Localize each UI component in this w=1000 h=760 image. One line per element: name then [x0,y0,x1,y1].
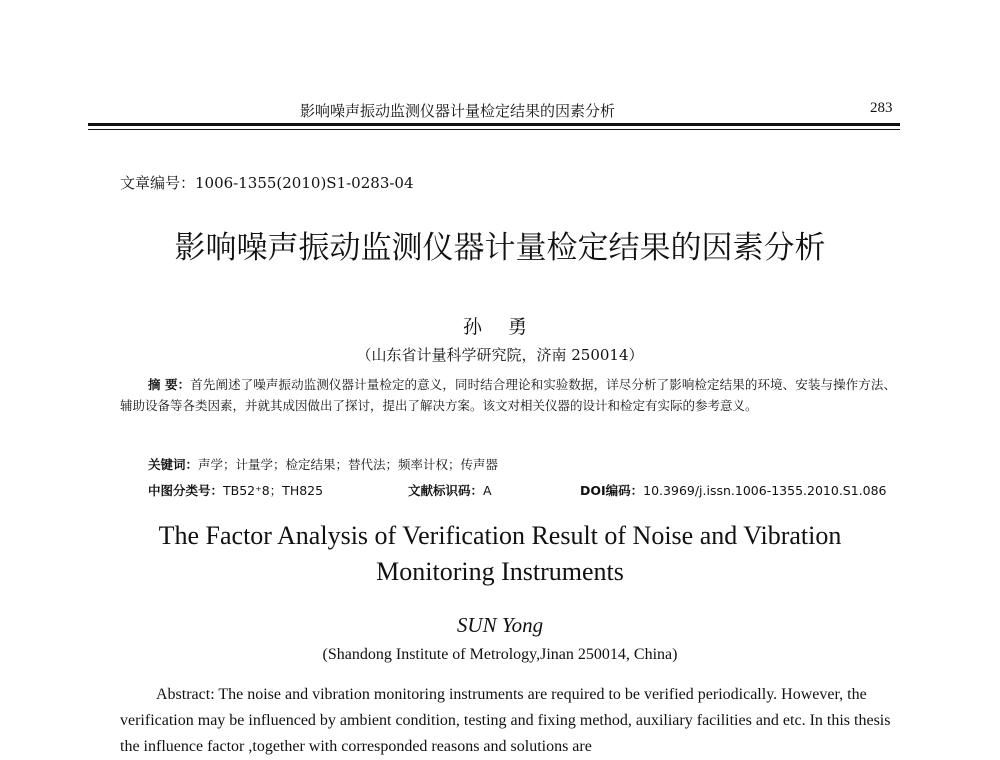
doi-value: 10.3969/j.issn.1006-1355.2010.S1.086 [643,483,887,498]
author-cn: 孙 勇 [462,316,538,338]
affiliation-en: (Shandong Institute of Metrology,Jinan 250014, China) [322,646,678,663]
doi [580,481,887,499]
doc-code-label: 文献标识码： [408,483,484,498]
abstract-cn [120,374,896,416]
author-en: SUN Yong [456,613,544,637]
article-number: 文章编号：1006-1355(2010)S1-0283-04 [120,174,414,192]
clc-code [148,481,323,499]
keywords-label: 关键词： [148,457,199,472]
document-code [408,481,492,499]
title-en [0,518,1000,590]
abstract-cn-text: 首先阐述了噪声振动监测仪器计量检定的意义，同时结合理论和实验数据，详尽分析了影响检定结果的环境、安装与操作方法、辅助设备等各类因素，并就其成因做出了探讨，提出了解决方案。该文对相关仪器的设计和检定有实际的参考意义。 [120,377,896,413]
doc-code-value: A [483,483,492,498]
keywords [148,455,498,473]
keywords-text: 声学；计量学；检定结果；替代法；频率计权；传声器 [198,457,499,472]
title-en-line1: The Factor Analysis of Verification Result of Noise and Vibration [158,521,842,550]
title-cn: 影响噪声振动监测仪器计量检定结果的因素分析 [174,230,826,266]
running-head: 影响噪声振动监测仪器计量检定结果的因素分析 [300,102,616,120]
title-en-line2: Monitoring Instruments [376,557,624,586]
abstract-cn-label: 摘 要： [148,377,191,392]
clc-label: 中图分类号： [148,483,224,498]
affiliation-cn: （山东省计量科学研究院，济南 250014） [356,346,644,364]
header-rule-thick [88,123,900,126]
doi-label: DOI编码： [580,483,644,498]
clc-value: TB52⁺8；TH825 [223,483,324,498]
abstract-en: Abstract: The noise and vibration monitoring instruments are required to be verified periodically. However, the verification may be influenced by ambient condition, testing and fixing method, auxiliary facilities and etc. In this thesis the influence factor ,together with corresponded reasons and solutions are [120,686,891,755]
page-number: 283 [870,100,893,116]
header-rule-thin [88,129,900,130]
